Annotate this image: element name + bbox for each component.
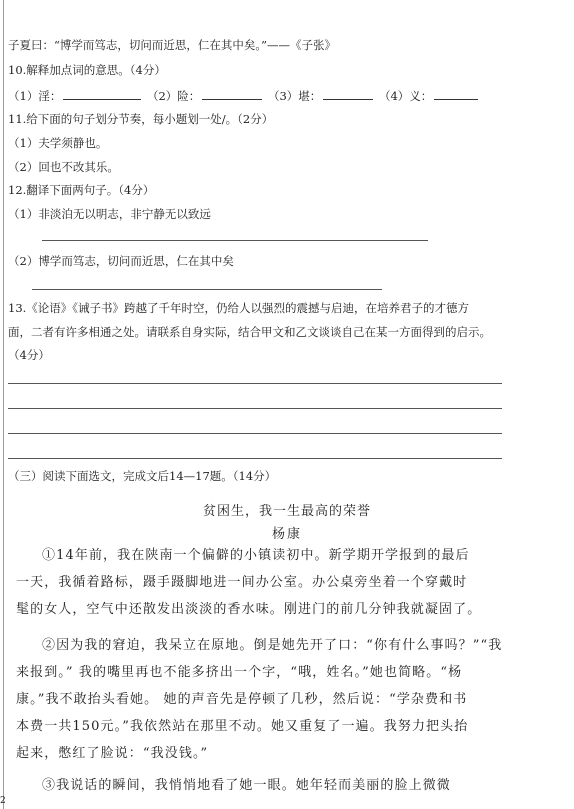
margin-rule: [3, 0, 4, 809]
q12-sentence-1: （1）非淡泊无以明志，非宁静无以致远: [8, 207, 211, 221]
section-3-heading: （三）阅读下面选文，完成文后14—17题。（14分）: [8, 469, 277, 483]
paragraph-2-line-4: 本费一共150元。”我依然站在那里不动。她又重复了一遍。我努力把头抬: [16, 719, 469, 734]
paragraph-2-line-5: 起来，憋红了脸说：“我没钱。”: [16, 746, 209, 761]
q13-line-1: 13.《论语》《诫子书》跨越了千年时空，仍给人以强烈的震撼与启迪，在培养君子的才德方: [8, 301, 470, 315]
q10-title: 10.解释加点词的意思。（4分）: [8, 63, 166, 77]
paragraph-1-line-2: 一天，我循着路标，蹑手蹑脚地进一间办公室。办公桌旁坐着一个穿戴时: [16, 575, 468, 590]
answer-blank-3[interactable]: [323, 88, 373, 100]
q11-sentence-2: （2）回也不改其乐。: [8, 160, 119, 174]
q10-item-4: （4）义：: [378, 89, 433, 103]
q13-line-3: （4分）: [8, 348, 50, 362]
q12-answer-line-1[interactable]: [42, 240, 428, 241]
article-author: 杨康: [271, 527, 302, 542]
q13-answer-line-4[interactable]: [8, 458, 502, 459]
q13-answer-line-1[interactable]: [8, 383, 502, 384]
paragraph-2-line-3: 康。”我不敢抬头看她。 她的声音先是停顿了几秒，然后说：“学杂费和书: [16, 692, 468, 707]
answer-blank-2[interactable]: [202, 88, 262, 100]
q10-items: [8, 88, 480, 103]
paragraph-1-line-1: ①14年前，我在陕南一个偏僻的小镇读初中。新学期开学报到的最后: [42, 548, 470, 563]
q13-answer-line-3[interactable]: [8, 433, 502, 434]
q10-item-2: （2）险：: [146, 89, 201, 103]
paragraph-2-line-1: ②因为我的窘迫，我呆立在原地。倒是她先开了口：“你有什么事吗？”“我: [42, 638, 503, 653]
q13-answer-line-2[interactable]: [8, 408, 502, 409]
article-title: 贫困生，我一生最高的荣誉: [202, 504, 371, 519]
q12-title: 12.翻译下面两句子。（4分）: [8, 183, 155, 197]
q10-item-1: （1）淫：: [8, 89, 62, 103]
quote-line: 子夏曰：“博学而笃志，切问而近思，仁在其中矣。”——《子张》: [8, 38, 337, 52]
q11-sentence-1: （1）夫学须静也。: [8, 136, 108, 150]
q12-answer-line-2[interactable]: [32, 289, 382, 290]
paragraph-2-line-2: 来报到。” 我的嘴里再也不能多挤出一个字，“哦，姓名。”她也简略。“杨: [16, 665, 463, 680]
q11-title: 11.给下面的句子划分节奏，每小题划一处/。（2分）: [8, 112, 274, 126]
answer-blank-1[interactable]: [63, 88, 141, 100]
page-number: 2: [0, 796, 6, 806]
q13-line-2: 面，二者有许多相通之处。请联系自身实际，结合甲文和乙文谈谈自己在某一方面得到的启示。: [8, 325, 491, 339]
q12-sentence-2: （2）博学而笃志，切问而近思，仁在其中矣: [8, 254, 234, 268]
paragraph-1-line-3: 髦的女人，空气中还散发出淡淡的香水味。刚进门的前几分钟我就凝固了。: [16, 602, 482, 617]
paragraph-3-line-1: ③我说话的瞬间，我悄悄地看了她一眼。她年轻而美丽的脸上微微: [42, 778, 451, 793]
q10-item-3: （3）堪：: [267, 89, 322, 103]
answer-blank-4[interactable]: [434, 88, 478, 100]
